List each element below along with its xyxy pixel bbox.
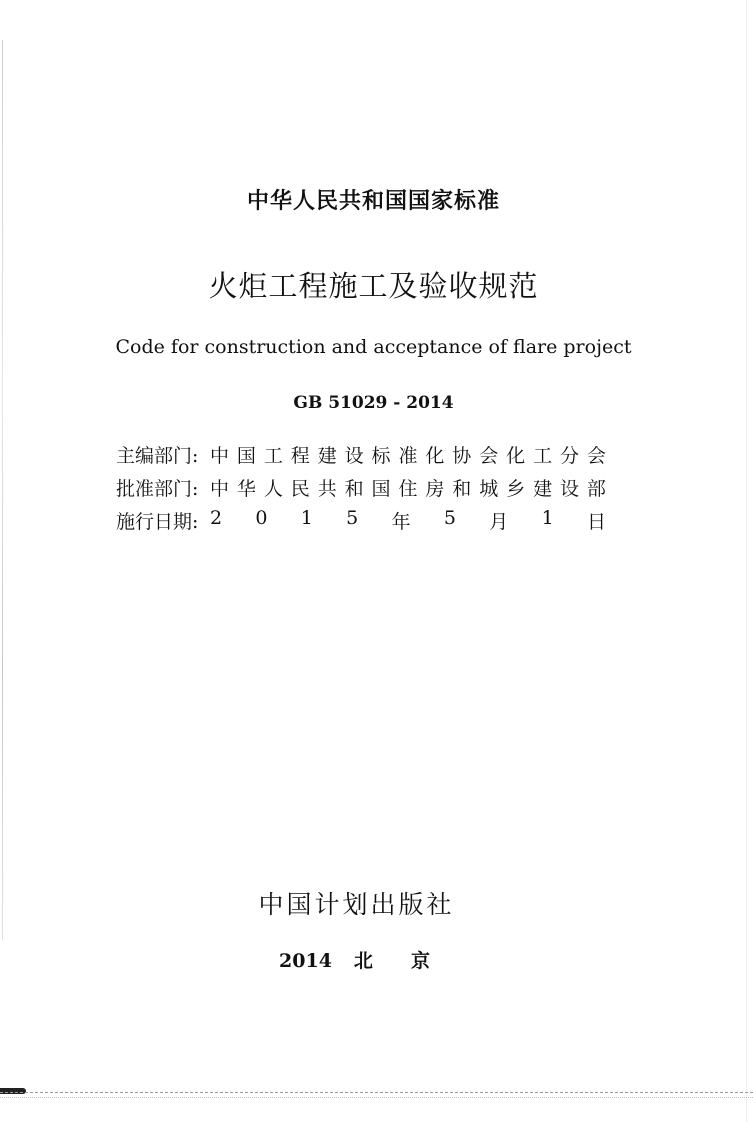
char: 民: [290, 477, 310, 500]
char: 中: [210, 444, 230, 467]
approver-label: 批准部门:: [116, 477, 199, 500]
publication-city-2: 京: [410, 950, 430, 972]
char: 2: [210, 506, 223, 529]
title-english: Code for construction and acceptance of flare project: [115, 336, 632, 358]
char: 设: [344, 444, 364, 467]
char: 国: [236, 444, 256, 467]
editor-label: 主编部门:: [116, 444, 199, 467]
date-value: [210, 507, 606, 534]
standard-code: GB 51029 - 2014: [293, 393, 454, 413]
char: 中: [210, 477, 230, 500]
char: 人: [263, 477, 283, 500]
approver-value: [210, 474, 606, 501]
char: 会: [586, 444, 606, 467]
char: 城: [479, 477, 499, 500]
char: 和: [452, 477, 472, 500]
char: 设: [559, 477, 579, 500]
char: 工: [263, 444, 283, 467]
char: 5: [443, 506, 456, 529]
approver-row: [116, 474, 606, 500]
char: 建: [533, 477, 553, 500]
char: 分: [559, 444, 579, 467]
char: 协: [452, 444, 472, 467]
char: 乡: [506, 477, 526, 500]
char: 日: [586, 510, 606, 533]
char: 准: [398, 444, 418, 467]
char: 化: [506, 444, 526, 467]
scan-bottom-edge: [0, 1092, 753, 1098]
char: 建: [317, 444, 337, 467]
char: 华: [236, 477, 256, 500]
date-label: 施行日期:: [116, 510, 199, 533]
editor-row: [116, 441, 606, 467]
char: 国: [371, 477, 391, 500]
date-row: [116, 507, 606, 533]
standard-series: 中华人民共和国国家标准: [246, 189, 500, 214]
char: 1: [541, 506, 554, 529]
char: 部: [586, 477, 606, 500]
char: 标: [371, 444, 391, 467]
char: 月: [489, 510, 509, 533]
char: 0: [255, 506, 268, 529]
char: 共: [317, 477, 337, 500]
publication-place: [0, 946, 731, 973]
char: 1: [300, 506, 313, 529]
char: 5: [346, 506, 359, 529]
publication-year: 2014: [279, 950, 332, 972]
char: 程: [290, 444, 310, 467]
char: 化: [425, 444, 445, 467]
char: 和: [344, 477, 364, 500]
char: 住: [398, 477, 418, 500]
publisher: 中国计划出版社: [258, 890, 455, 919]
char: 年: [391, 510, 411, 533]
char: 房: [425, 477, 445, 500]
title-chinese: 火炬工程施工及验收规范: [208, 269, 539, 303]
scan-edge-right: [746, 0, 747, 1122]
publication-city-1: 北: [353, 950, 373, 972]
editor-value: [210, 441, 606, 468]
scan-edge-left: [2, 40, 3, 940]
char: 会: [479, 444, 499, 467]
char: 工: [533, 444, 553, 467]
